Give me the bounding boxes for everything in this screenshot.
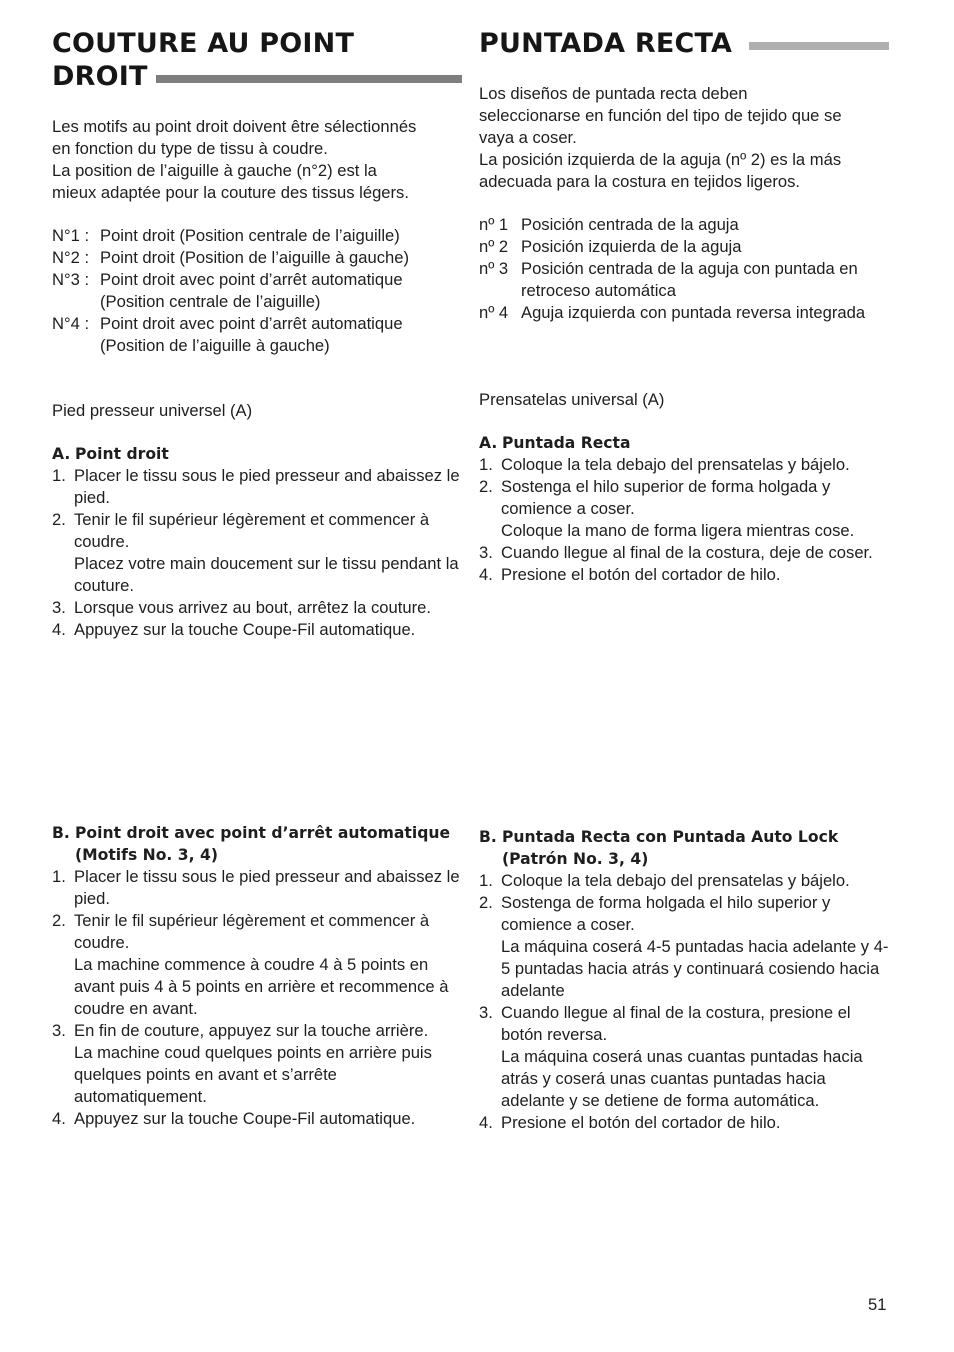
spanish-section-b xyxy=(479,826,889,1134)
step-item xyxy=(52,465,462,509)
stitch-spec xyxy=(52,313,462,357)
step-note: Placez votre main doucement sur le tissu pendant la couture. xyxy=(74,554,459,595)
stitch-description: Point droit (Position centrale de l’aiguille) xyxy=(100,226,400,245)
stitch-description: Point droit avec point d’arrêt automatique (Position de l’aiguille à gauche) xyxy=(100,314,403,355)
stitch-description: Posición izquierda de la aguja xyxy=(521,237,742,256)
step-text: En fin de couture, appuyez sur la touche arrière. xyxy=(74,1021,429,1040)
step-item xyxy=(479,564,889,586)
spanish-section-a xyxy=(479,432,889,586)
step-item xyxy=(52,1020,462,1108)
section-heading xyxy=(52,443,462,465)
section-title: Point droit avec point d’arrêt automatique (Motifs No. 3, 4) xyxy=(75,824,451,864)
stitch-spec xyxy=(479,258,889,302)
stitch-description: Aguja izquierda con puntada reversa integrada xyxy=(521,303,866,322)
spanish-title-rule xyxy=(749,42,889,50)
step-text: Cuando llegue al final de la costura, deje de coser. xyxy=(501,543,873,562)
spanish-presser-foot: Prensatelas universal (A) xyxy=(479,390,665,409)
step-text: Tenir le fil supérieur légèrement et commencer à coudre. xyxy=(74,510,430,551)
step-number: 1. xyxy=(479,455,493,474)
stitch-number: N°1 : xyxy=(52,226,90,245)
french-section-a xyxy=(52,443,462,641)
section-title: Point droit xyxy=(75,445,169,463)
step-number: 1. xyxy=(52,466,66,485)
spanish-title: PUNTADA RECTA xyxy=(479,28,733,59)
stitch-spec xyxy=(52,225,462,247)
step-item xyxy=(479,870,889,892)
step-text: Sostenga el hilo superior de forma holgada y comience a coser. xyxy=(501,477,831,518)
step-text: Appuyez sur la touche Coupe-Fil automatique. xyxy=(74,620,416,639)
step-text: Placer le tissu sous le pied presseur and abaissez le pied. xyxy=(74,466,460,507)
intro-line: vaya a coser. xyxy=(479,128,577,147)
step-number: 4. xyxy=(479,565,493,584)
stitch-description: Posición centrada de la aguja con puntada en retroceso automática xyxy=(521,259,858,300)
intro-line: en fonction du type de tissu à coudre. xyxy=(52,139,328,158)
french-title-rule xyxy=(156,75,462,83)
section-letter: B. xyxy=(479,828,497,846)
step-text: Coloque la tela debajo del prensatelas y bájelo. xyxy=(501,455,850,474)
stitch-number: N°3 : xyxy=(52,270,90,289)
stitch-spec xyxy=(52,247,462,269)
page-number: 51 xyxy=(868,1295,887,1314)
french-title-line1: COUTURE AU POINT xyxy=(52,28,355,59)
french-section-b xyxy=(52,822,462,1130)
step-text: Appuyez sur la touche Coupe-Fil automatique. xyxy=(74,1109,416,1128)
step-note: La máquina coserá unas cuantas puntadas hacia atrás y coserá unas cuantas puntadas hacia adelante y se detiene de forma automática. xyxy=(501,1047,863,1110)
step-text: Cuando llegue al final de la costura, presione el botón reversa. xyxy=(501,1003,851,1044)
stitch-number: N°2 : xyxy=(52,248,90,267)
step-number: 4. xyxy=(52,620,66,639)
french-intro xyxy=(52,116,462,204)
intro-line: Los diseños de puntada recta deben xyxy=(479,84,748,103)
stitch-spec xyxy=(479,214,889,236)
section-heading xyxy=(479,826,889,870)
step-item xyxy=(479,476,889,542)
spanish-intro xyxy=(479,83,889,193)
step-item xyxy=(479,454,889,476)
step-number: 3. xyxy=(52,598,66,617)
step-text: Placer le tissu sous le pied presseur and abaissez le pied. xyxy=(74,867,460,908)
intro-line: Les motifs au point droit doivent être sélectionnés xyxy=(52,117,417,136)
step-item xyxy=(52,1108,462,1130)
french-presser-foot: Pied presseur universel (A) xyxy=(52,401,253,420)
stitch-spec xyxy=(479,302,889,324)
step-item xyxy=(52,597,462,619)
step-number: 3. xyxy=(479,543,493,562)
step-item xyxy=(52,509,462,597)
stitch-number: N°4 : xyxy=(52,314,90,333)
step-text: Tenir le fil supérieur légèrement et commencer à coudre. xyxy=(74,911,430,952)
step-text: Lorsque vous arrivez au bout, arrêtez la couture. xyxy=(74,598,431,617)
step-item xyxy=(52,910,462,1020)
intro-line: La posición izquierda de la aguja (nº 2) es la más xyxy=(479,150,842,169)
intro-line: La position de l’aiguille à gauche (n°2) est la xyxy=(52,161,377,180)
step-item xyxy=(479,542,889,564)
french-stitch-list xyxy=(52,225,462,357)
stitch-number: nº 4 xyxy=(479,303,509,322)
stitch-description: Point droit (Position de l’aiguille à gauche) xyxy=(100,248,410,267)
step-item xyxy=(479,1002,889,1112)
step-number: 3. xyxy=(479,1003,493,1022)
section-title: Puntada Recta con Puntada Auto Lock (Patrón No. 3, 4) xyxy=(502,828,839,868)
step-text: Presione el botón del cortador de hilo. xyxy=(501,1113,781,1132)
step-number: 4. xyxy=(479,1113,493,1132)
step-number: 3. xyxy=(52,1021,66,1040)
step-number: 1. xyxy=(479,871,493,890)
step-text: Coloque la tela debajo del prensatelas y bájelo. xyxy=(501,871,850,890)
step-note: La máquina coserá 4-5 puntadas hacia adelante y 4-5 puntadas hacia atrás y continuará cosiendo hacia adelante xyxy=(501,937,889,1000)
step-item xyxy=(479,892,889,1002)
stitch-spec xyxy=(52,269,462,313)
intro-line: mieux adaptée pour la couture des tissus légers. xyxy=(52,183,409,202)
stitch-number: nº 1 xyxy=(479,215,509,234)
stitch-spec xyxy=(479,236,889,258)
intro-line: adecuada para la costura en tejidos ligeros. xyxy=(479,172,801,191)
section-title: Puntada Recta xyxy=(502,434,631,452)
stitch-description: Posición centrada de la aguja xyxy=(521,215,739,234)
section-letter: A. xyxy=(52,445,71,463)
stitch-description: Point droit avec point d’arrêt automatique (Position centrale de l’aiguille) xyxy=(100,270,403,311)
step-text: Presione el botón del cortador de hilo. xyxy=(501,565,781,584)
step-number: 2. xyxy=(479,477,493,496)
step-number: 4. xyxy=(52,1109,66,1128)
step-note: La machine commence à coudre 4 à 5 points en avant puis 4 à 5 points en arrière et recommence à coudre en avant. xyxy=(74,955,449,1018)
section-heading xyxy=(52,822,462,866)
step-item xyxy=(52,866,462,910)
spanish-stitch-list xyxy=(479,214,889,324)
stitch-number: nº 3 xyxy=(479,259,509,278)
section-heading xyxy=(479,432,889,454)
step-text: Sostenga de forma holgada el hilo superior y comience a coser. xyxy=(501,893,831,934)
section-letter: B. xyxy=(52,824,70,842)
step-note: Coloque la mano de forma ligera mientras cose. xyxy=(501,521,855,540)
step-item xyxy=(479,1112,889,1134)
intro-line: seleccionarse en función del tipo de tejido que se xyxy=(479,106,842,125)
step-number: 2. xyxy=(479,893,493,912)
french-title-line2: DROIT xyxy=(52,61,148,92)
section-letter: A. xyxy=(479,434,498,452)
step-number: 2. xyxy=(52,510,66,529)
step-number: 1. xyxy=(52,867,66,886)
step-item xyxy=(52,619,462,641)
step-note: La machine coud quelques points en arrière puis quelques points en avant et s’arrête automatiquement. xyxy=(74,1043,432,1106)
stitch-number: nº 2 xyxy=(479,237,509,256)
step-number: 2. xyxy=(52,911,66,930)
